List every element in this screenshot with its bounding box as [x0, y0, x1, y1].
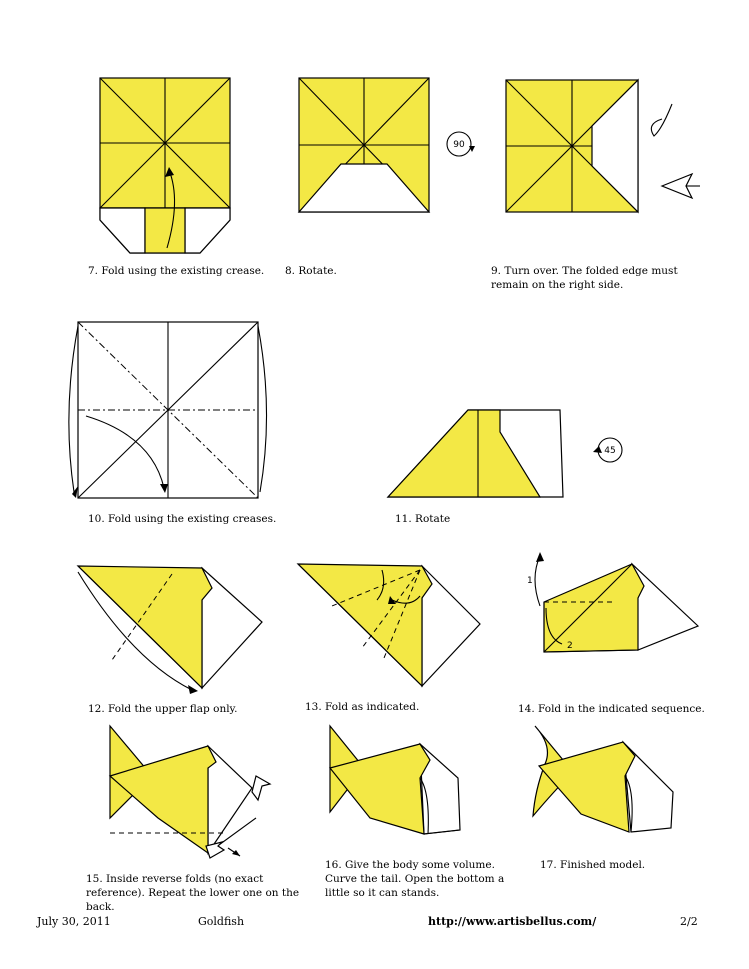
rotate-45-label: 45 [604, 446, 616, 456]
step-11-diagram [380, 402, 640, 507]
footer-title: Goldfish [198, 915, 245, 928]
step-12-caption: 12. Fold the upper flap only. [88, 703, 238, 715]
footer-url[interactable]: http://www.artisbellus.com/ [428, 915, 597, 928]
step-15-caption: 15. Inside reverse folds (no exact reference). Repeat the lower one on the back. [86, 873, 300, 913]
step-10-caption: 10. Fold using the existing creases. [88, 513, 277, 525]
step-10-diagram [62, 316, 272, 506]
footer-page: 2/2 [680, 915, 698, 928]
step-8-diagram [295, 74, 485, 219]
step-12-diagram [72, 560, 272, 700]
rotate-90-label: 90 [453, 140, 465, 150]
step-17-caption: 17. Finished model. [540, 859, 646, 871]
step-13-diagram [292, 558, 492, 693]
step-9-diagram [502, 74, 712, 219]
step-15-diagram [100, 718, 290, 878]
sequence-label-1: 1 [527, 576, 533, 586]
sequence-label-2: 2 [567, 641, 573, 651]
step-8-caption: 8. Rotate. [285, 265, 337, 277]
step-7-diagram [95, 70, 245, 260]
step-16-diagram [320, 722, 510, 842]
step-17-diagram [525, 720, 695, 840]
step-13-caption: 13. Fold as indicated. [305, 701, 420, 713]
step-7-caption: 7. Fold using the existing crease. [88, 265, 265, 277]
footer-date: July 30, 2011 [37, 915, 111, 928]
step-11-caption: 11. Rotate [395, 513, 451, 525]
step-14-caption: 14. Fold in the indicated sequence. [518, 703, 705, 715]
step-16-caption: 16. Give the body some volume. Curve the tail. Open the bottom a little so it can stands. [325, 859, 505, 899]
step-14-diagram [522, 548, 722, 663]
step-9-caption: 9. Turn over. The folded edge must remain on the right side. [491, 265, 678, 291]
